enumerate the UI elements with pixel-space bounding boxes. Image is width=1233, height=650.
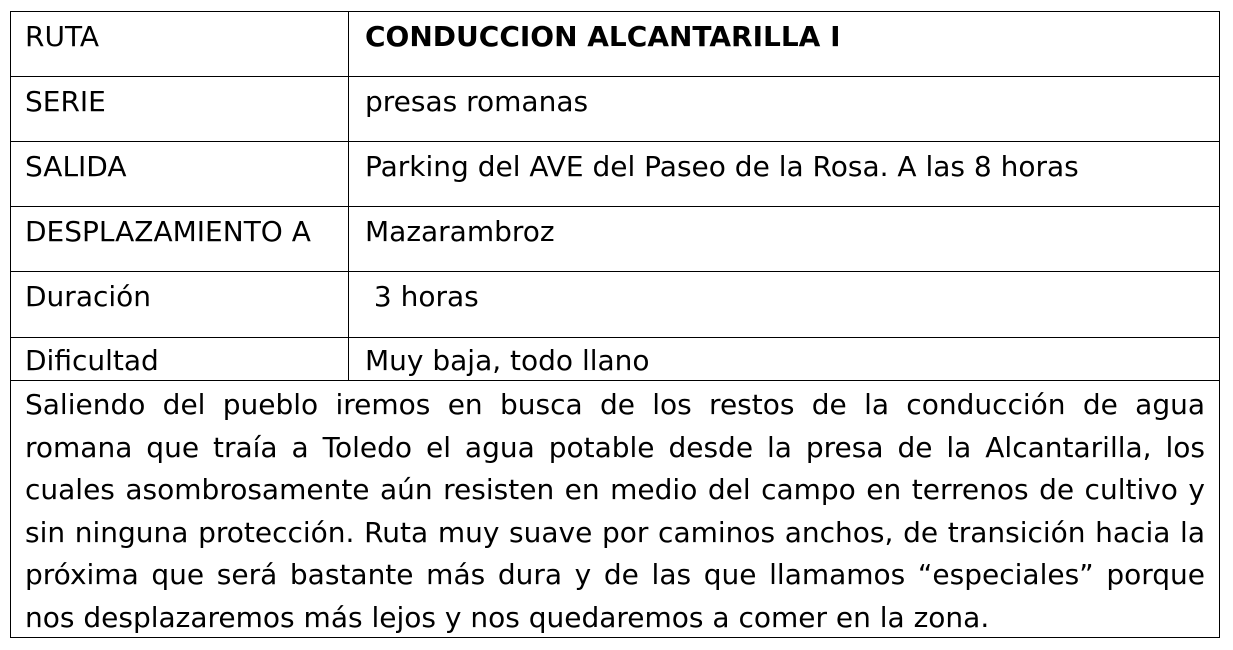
dificultad-label: Dificultad [11,338,349,380]
desplazamiento-value: Mazarambroz [365,215,555,248]
dificultad-value: Muy baja, todo llano [365,344,650,377]
desplazamiento-label: DESPLAZAMIENTO A [11,207,349,271]
table-row-dificultad [11,338,1219,381]
table-row-ruta [11,12,1219,77]
ruta-label: RUTA [11,12,349,76]
route-info-table [10,11,1220,638]
table-row-desplazamiento [11,207,1219,272]
serie-label: SERIE [11,77,349,141]
table-row-salida [11,142,1219,207]
table-row-duracion [11,272,1219,338]
salida-value: Parking del AVE del Paseo de la Rosa. A las 8 horas [365,150,1079,183]
duracion-label: Duración [11,272,349,337]
route-description: Saliendo del pueblo iremos en busca de los restos de la conducción de agua romana que traía a Toledo el agua potable desde la presa de la Alcantarilla, los cuales asombrosamente aún resisten en medio del campo en terrenos de cultivo y sin ninguna protección. Ruta muy suave por caminos anchos, de transición hacia la próxima que será bastante más dura y de las que llamamos “especiales” porque nos desplazaremos más lejos y nos quedaremos a comer en la zona. [25,388,1205,634]
ruta-value: CONDUCCION ALCANTARILLA I [365,20,841,53]
table-row-serie [11,77,1219,142]
duracion-value: 3 horas [365,280,479,313]
serie-value: presas romanas [365,85,589,118]
salida-label: SALIDA [11,142,349,206]
